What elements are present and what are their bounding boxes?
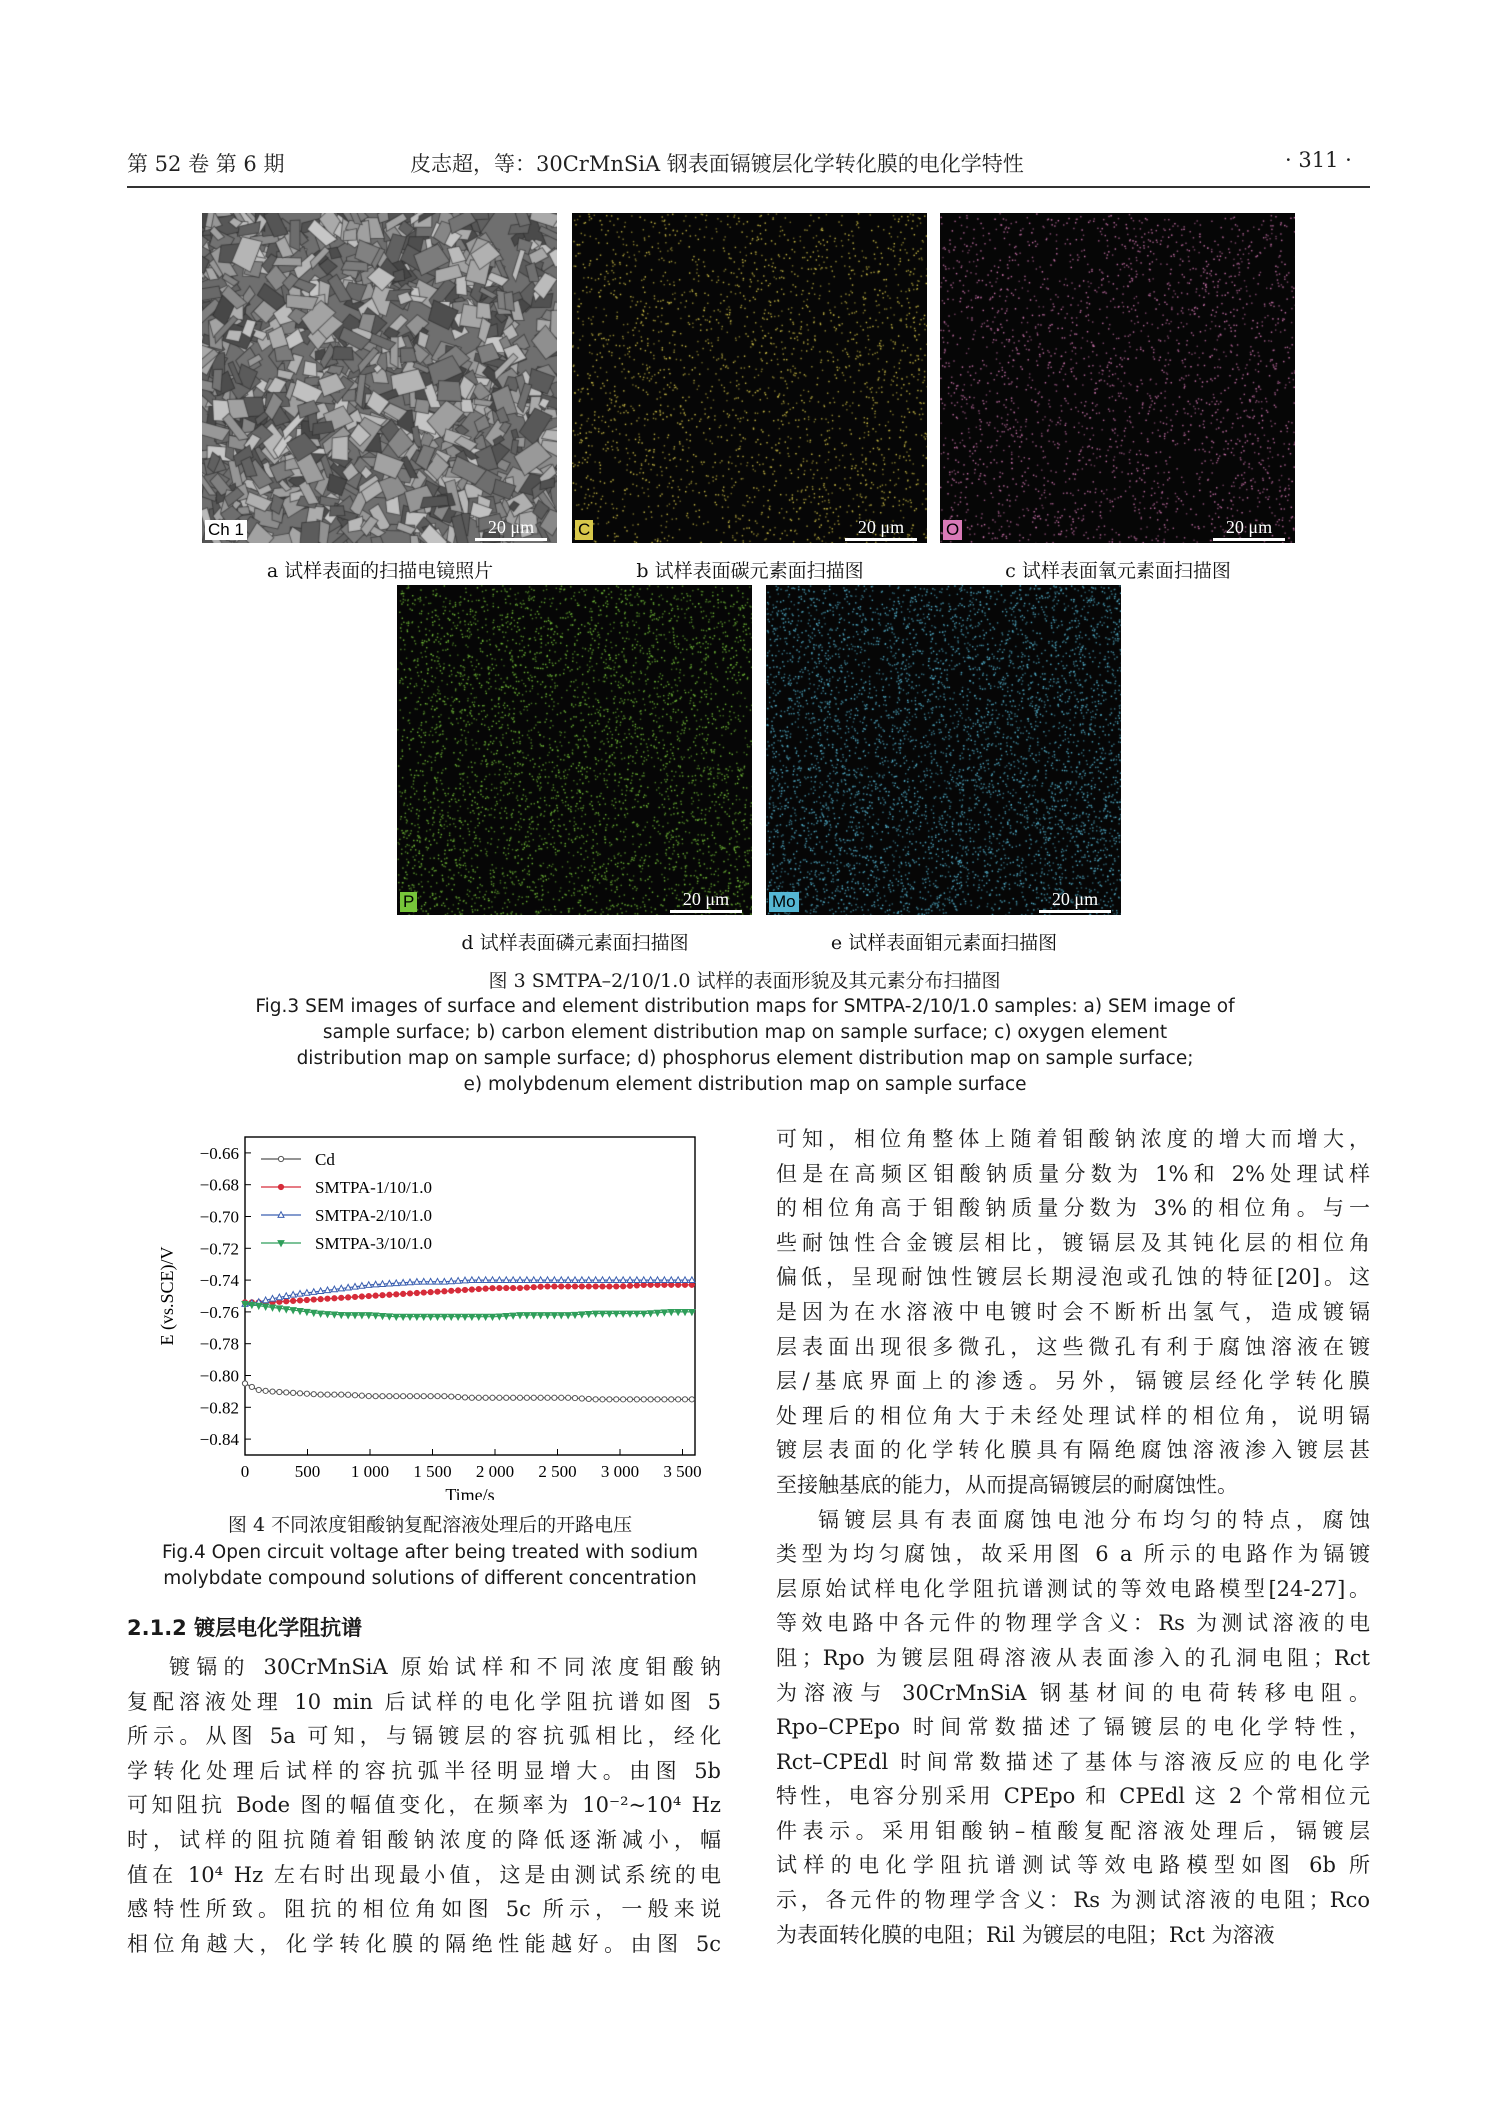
phosphorus-map [397,585,752,915]
data-point [325,1296,330,1301]
data-point [641,1397,646,1402]
data-point [538,1284,543,1289]
x-tick-label: 2 000 [475,1462,515,1481]
text-line: 但是在高频区钼酸钠质量分数为 1%和 2%处理试样 [776,1161,1370,1186]
data-point [641,1282,646,1287]
text-line: 类型为均匀腐蚀，故采用图 6 a 所示的电路作为镉镀 [776,1542,1370,1567]
text-line: 些耐蚀性合金镀层相比，镀镉层及其钝化层的相位角 [776,1230,1370,1255]
panel-caption-a: a 试样表面的扫描电镜照片 [266,560,494,582]
page-number: · 311 · [1285,148,1352,172]
data-point [401,1291,406,1296]
data-point [277,1389,282,1394]
data-point [401,1394,406,1399]
data-point [614,1397,619,1402]
carbon-map [572,213,927,543]
data-point [414,1394,419,1399]
y-tick-label: −0.84 [199,1430,239,1450]
data-point [414,1290,419,1295]
ocp-chart [150,1125,710,1500]
text-line: Rpo–CPEpo 时间常数描述了镉镀层的电化学特性， [776,1715,1370,1740]
data-point [428,1290,433,1295]
data-point [263,1388,268,1393]
journal-volume-issue: 第 52 卷 第 6 期 [127,152,285,176]
panel-caption-d: d 试样表面磷元素面扫描图 [461,932,689,954]
data-point [332,1296,337,1301]
legend-marker [278,1184,283,1189]
data-point [545,1395,550,1400]
data-point [249,1384,254,1389]
scale-bar-label: 20 μm [857,517,905,537]
data-point [456,1288,461,1293]
y-tick-label: −0.80 [199,1366,239,1386]
data-point [572,1284,577,1289]
data-point [291,1298,296,1303]
x-tick-label: 500 [294,1462,321,1481]
data-point [421,1290,426,1295]
text-line: 阻；Rpo 为镀层阻碍溶液从表面渗入的孔洞电阻；Rct [776,1645,1370,1670]
data-point [559,1284,564,1289]
x-axis-label: Time/s [445,1485,495,1500]
data-point [352,1294,357,1299]
data-point [373,1394,378,1399]
data-point [359,1393,364,1398]
text-line: 镀镉的 30CrMnSiA 原始试样和不同浓度钼酸钠 [169,1655,721,1679]
molybdenum-map [766,585,1121,915]
legend-label: SMTPA-2/10/1.0 [315,1206,432,1225]
legend-label: Cd [315,1150,335,1169]
data-point [579,1284,584,1289]
data-point [462,1395,467,1400]
data-point [469,1287,474,1292]
data-point [256,1387,261,1392]
figure3-caption-cn: 图 3 SMTPA–2/10/1.0 试样的表面形貌及其元素分布扫描图 [488,970,1001,992]
data-point [318,1297,323,1302]
phosphorus-map-panel [397,585,752,915]
data-point [682,1397,687,1402]
scale-bar-label: 20 μm [1225,517,1273,537]
panel-caption-e: e 试样表面钼元素面扫描图 [830,932,1058,954]
data-point [511,1395,516,1400]
text-line: 可知阻抗 Bode 图的幅值变化，在频率为 10⁻²~10⁴ Hz [127,1793,721,1818]
text-line: 感特性所致。阻抗的相位角如图 5c 所示，一般来说 [127,1897,721,1922]
caption-line: Fig.3 SEM images of surface and element distribution maps for SMTPA-2/10/1.0 samples: a) SEM image of [255,996,1235,1017]
y-tick-label: −0.82 [199,1398,239,1418]
oxygen-map-panel [940,213,1295,543]
data-point [380,1293,385,1298]
data-point [242,1381,247,1386]
data-point [449,1288,454,1293]
x-tick-label: 0 [240,1462,250,1481]
figure4-caption-en [130,1540,730,1592]
data-point [586,1284,591,1289]
data-point [387,1292,392,1297]
text-line: 学转化处理后试样的容抗弧半径明显增大。由图 5b [127,1758,721,1783]
data-point [655,1397,660,1402]
data-point [634,1283,639,1288]
plot-frame [245,1137,695,1455]
data-point [462,1287,467,1292]
legend-label: SMTPA-3/10/1.0 [315,1234,432,1253]
caption-line: distribution map on sample surface; d) phosphorus element distribution map on sample surface; [296,1048,1194,1069]
molybdenum-map-panel [766,585,1121,915]
data-point [682,1282,687,1287]
data-point [545,1284,550,1289]
right-column-text [776,1122,1370,1952]
data-point [387,1394,392,1399]
data-point [566,1284,571,1289]
scale-bar-label: 20 μm [487,517,535,537]
panel-tag: Ch 1 [205,520,247,540]
scale-bar [845,517,917,541]
data-point [332,1392,337,1397]
data-point [449,1394,454,1399]
data-point [607,1284,612,1289]
y-tick-label: −0.72 [199,1239,239,1259]
x-tick-label: 1 000 [350,1462,390,1481]
data-point [366,1293,371,1298]
y-tick-label: −0.68 [199,1175,239,1195]
data-point [291,1390,296,1395]
data-point [531,1285,536,1290]
header-rule [127,186,1370,188]
data-point [497,1285,502,1290]
data-point [627,1283,632,1288]
data-point [442,1289,447,1294]
text-line: 等效电路中各元件的物理学含义：Rs 为测试溶液的电 [776,1611,1370,1636]
data-point [325,1392,330,1397]
data-point [648,1282,653,1287]
scale-bar [475,517,547,541]
data-point [373,1293,378,1298]
scale-bar-label: 20 μm [1051,889,1099,909]
data-point [483,1286,488,1291]
carbon-map-panel [572,213,927,543]
panel-tag: C [575,520,593,540]
caption-line: molybdate compound solutions of different concentration [163,1568,697,1589]
data-point [524,1395,529,1400]
data-point [483,1395,488,1400]
text-line: 为溶液与 30CrMnSiA 钢基材间的电荷转移电阻。 [776,1680,1370,1705]
data-point [572,1395,577,1400]
legend-label: SMTPA-1/10/1.0 [315,1178,432,1197]
data-point [648,1397,653,1402]
x-tick-label: 2 500 [538,1462,577,1481]
text-line: 试样的电化学阻抗谱测试等效电路模型如图 6b 所 [776,1853,1370,1878]
data-point [634,1397,639,1402]
text-line: 所示。从图 5a 可知，与镉镀层的容抗弧相比，经化 [127,1724,721,1749]
data-point [311,1392,316,1397]
data-point [435,1394,440,1399]
running-title: 皮志超，等：30CrMnSiA 钢表面镉镀层化学转化膜的电化学特性 [410,152,1024,176]
text-line: 偏低，呈现耐蚀性镀层长期浸泡或孔蚀的特征[20]。这 [776,1265,1370,1290]
y-tick-label: −0.66 [199,1143,239,1163]
data-point [352,1393,357,1398]
data-point [318,1392,323,1397]
data-point [689,1397,694,1402]
data-point [517,1285,522,1290]
section-heading: 2.1.2 镀层电化学阻抗谱 [127,1616,363,1640]
data-point [339,1392,344,1397]
data-point [600,1284,605,1289]
data-point [346,1392,351,1397]
data-point [428,1394,433,1399]
data-point [366,1393,371,1398]
text-line: 特性，电容分别采用 CPEpo 和 CPEdl 这 2 个常相位元 [776,1784,1370,1809]
text-line: 层表面出现很多微孔，这些微孔有利于腐蚀溶液在镀 [776,1334,1370,1359]
figure3-caption-en [195,994,1295,1098]
panel-tag: Mo [769,892,799,912]
data-point [297,1298,302,1303]
sem-image-panel [202,213,557,543]
oxygen-map [940,213,1295,543]
data-point [476,1286,481,1291]
sem-image [202,213,557,543]
data-point [669,1282,674,1287]
data-point [270,1389,275,1394]
data-point [394,1394,399,1399]
data-point [511,1285,516,1290]
text-line: 时，试样的阻抗随着钼酸钠浓度的降低逐渐减小，幅 [127,1827,721,1852]
data-point [407,1394,412,1399]
data-point [559,1395,564,1400]
data-point [339,1295,344,1300]
data-point [504,1285,509,1290]
data-point [621,1397,626,1402]
caption-line: sample surface; b) carbon element distribution map on sample surface; c) oxygen element [322,1022,1168,1043]
data-point [442,1394,447,1399]
y-tick-label: −0.76 [199,1302,239,1322]
text-line: 至接触基底的能力，从而提高镉镀层的耐腐蚀性。 [776,1472,1238,1497]
data-point [676,1282,681,1287]
x-tick-label: 3 500 [663,1462,702,1481]
data-point [359,1294,364,1299]
data-point [497,1395,502,1400]
y-tick-label: −0.78 [199,1334,239,1354]
text-line: 镀层表面的化学转化膜具有隔绝腐蚀溶液渗入镀层甚 [776,1438,1370,1463]
left-column-text [127,1650,721,1961]
data-point [524,1285,529,1290]
data-point [552,1395,557,1400]
text-line: 件表示。采用钼酸钠–植酸复配溶液处理后，镉镀层 [776,1818,1370,1843]
data-point [284,1390,289,1395]
data-point [600,1397,605,1402]
data-point [346,1295,351,1300]
text-line: 层/基底界面上的渗透。另外，镉镀层经化学转化膜 [776,1369,1370,1394]
x-tick-label: 1 500 [413,1462,452,1481]
data-point [304,1391,309,1396]
figure4-caption-cn: 图 4 不同浓度钼酸钠复配溶液处理后的开路电压 [227,1514,633,1536]
data-point [655,1282,660,1287]
data-point [456,1394,461,1399]
data-point [517,1395,522,1400]
data-point [469,1395,474,1400]
text-line: 复配溶液处理 10 min 后试样的电化学阻抗谱如图 5 [127,1689,721,1714]
data-point [676,1397,681,1402]
panel-tag: P [400,892,417,912]
data-point [394,1292,399,1297]
text-line: 相位角越大，化学转化膜的隔绝性能越好。由图 5c [127,1931,721,1956]
panel-caption-b: b 试样表面碳元素面扫描图 [636,560,864,582]
data-point [407,1291,412,1296]
data-point [435,1289,440,1294]
data-point [531,1395,536,1400]
text-line: 示，各元件的物理学含义：Rs 为测试溶液的电阻；Rco [776,1888,1370,1913]
legend-marker [278,1156,283,1161]
text-line: 值在 10⁴ Hz 左右时出现最小值，这是由测试系统的电 [127,1862,721,1887]
data-point [476,1395,481,1400]
data-point [614,1284,619,1289]
data-point [689,1282,694,1287]
data-point [380,1394,385,1399]
text-line: 处理后的相位角大于未经处理试样的相位角，说明镉 [776,1403,1370,1428]
data-point [593,1397,598,1402]
scale-bar [1213,517,1285,541]
caption-line: Fig.4 Open circuit voltage after being treated with sodium [161,1542,699,1563]
text-line: 为表面转化膜的电阻；Ril 为镀层的电阻；Rct 为溶液 [776,1922,1275,1947]
data-point [607,1397,612,1402]
y-axis-label: E (vs.SCE)/V [157,1246,177,1346]
data-point [297,1391,302,1396]
panel-caption-c: c 试样表面氧元素面扫描图 [1005,560,1231,582]
data-point [490,1286,495,1291]
scale-bar-label: 20 μm [682,889,730,909]
y-tick-label: −0.70 [199,1207,239,1227]
text-line: 层原始试样电化学阻抗谱测试的等效电路模型[24-27]。 [776,1576,1370,1601]
text-line: 的相位角高于钼酸钠质量分数为 3%的相位角。与一 [776,1196,1370,1221]
data-point [586,1396,591,1401]
panel-tag: O [943,520,962,540]
x-tick-label: 3 000 [600,1462,640,1481]
data-point [504,1395,509,1400]
data-point [627,1397,632,1402]
data-point [304,1297,309,1302]
scale-bar [670,889,742,913]
data-point [421,1394,426,1399]
text-line: 可知，相位角整体上随着钼酸钠浓度的增大而增大， [776,1127,1370,1151]
data-point [284,1299,289,1304]
text-line: 是因为在水溶液中电镀时会不断析出氢气，造成镀镉 [776,1299,1370,1324]
data-point [662,1397,667,1402]
data-point [566,1395,571,1400]
caption-line: e) molybdenum element distribution map on sample surface [463,1074,1027,1095]
y-tick-label: −0.74 [199,1271,239,1291]
text-line: Rct–CPEdl 时间常数描述了基体与溶液反应的电化学 [776,1749,1370,1774]
scale-bar [1039,889,1111,913]
data-point [490,1395,495,1400]
data-point [662,1282,667,1287]
data-point [669,1397,674,1402]
data-point [593,1284,598,1289]
data-point [621,1284,626,1289]
data-point [552,1284,557,1289]
data-point [538,1395,543,1400]
data-point [579,1396,584,1401]
data-point [311,1297,316,1302]
text-line: 镉镀层具有表面腐蚀电池分布均匀的特点，腐蚀 [818,1507,1370,1532]
